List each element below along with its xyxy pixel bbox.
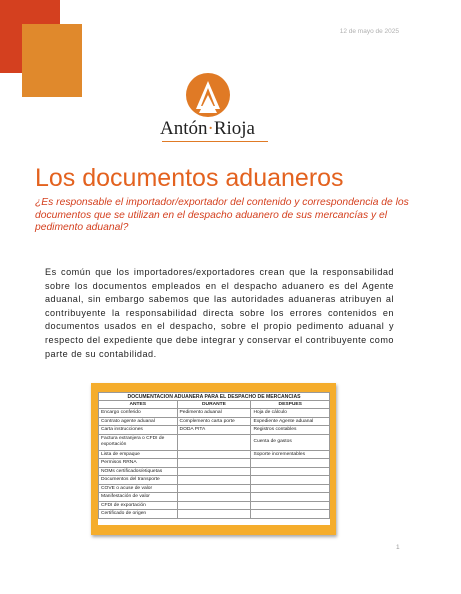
table-cell [177, 484, 251, 493]
table-cell: Factura extranjera o CFDI de exportación [99, 434, 178, 450]
table-row [99, 484, 330, 493]
table-cell: Pedimento aduanal [177, 409, 251, 418]
table-row [99, 510, 330, 519]
table-cell: Carta instrucciones [99, 426, 178, 435]
logo-name-second: Rioja [213, 118, 255, 139]
table-cell [251, 510, 330, 519]
table-image-frame [91, 383, 336, 535]
logo-separator-dot: · [207, 118, 214, 139]
table-cell: Permisos RRNA [99, 459, 178, 468]
page-number: 1 [396, 544, 400, 551]
document-date: 12 de mayo de 2025 [339, 28, 399, 35]
company-logo [158, 73, 278, 153]
table-cell: Lista de empaque [99, 450, 178, 459]
table-cell: Soporte incrementables [251, 450, 330, 459]
table-cell: Expediente Agente aduanal [251, 417, 330, 426]
table-row [99, 426, 330, 435]
table-cell [177, 467, 251, 476]
table-row [99, 409, 330, 418]
table-cell [251, 493, 330, 502]
table-cell: Registros contables [251, 426, 330, 435]
table-cell: DODA PITA [177, 426, 251, 435]
logo-name-first: Antón [160, 118, 208, 139]
table-cell [177, 501, 251, 510]
logo-underline [162, 141, 268, 142]
table-cell [251, 459, 330, 468]
table-cell: NOMs certificados/etiquetas [99, 467, 178, 476]
table-row [99, 417, 330, 426]
table-cell [251, 484, 330, 493]
customs-documents-table [98, 392, 330, 519]
table-cell: COVE o acuse de valor [99, 484, 178, 493]
page-title: Los documentos aduaneros [35, 164, 344, 192]
table-row [99, 493, 330, 502]
table-row [99, 467, 330, 476]
table-header-durante: DURANTE [177, 401, 251, 409]
page-subtitle: ¿Es responsable el importador/exportador del contenido y correspondencia de los documentos que se utilizan en el despacho aduanero de sus mercancías y el pedimento aduanal? [35, 197, 409, 234]
table-cell: Contrato agente aduanal [99, 417, 178, 426]
table-cell [177, 510, 251, 519]
table-cell [177, 459, 251, 468]
table-cell [251, 501, 330, 510]
table-row [99, 459, 330, 468]
table-body [99, 409, 330, 519]
table-cell [251, 467, 330, 476]
table-cell [177, 493, 251, 502]
table-container [98, 392, 330, 525]
table-cell: Certificado de origen [99, 510, 178, 519]
table-cell: CFDI de exportación [99, 501, 178, 510]
table-cell: Cuenta de gastos [251, 434, 330, 450]
table-cell: Hoja de cálculo [251, 409, 330, 418]
table-header-despues: DESPUES [251, 401, 330, 409]
table-cell [177, 476, 251, 485]
table-cell: Manifestación de valor [99, 493, 178, 502]
table-row [99, 501, 330, 510]
table-row [99, 450, 330, 459]
table-cell: Documentos del transporte [99, 476, 178, 485]
table-cell: Complemento carta porte [177, 417, 251, 426]
table-header-antes: ANTES [99, 401, 178, 409]
table-title: DOCUMENTACION ADUANERA PARA EL DESPACHO DE MERCANCIAS [99, 393, 330, 401]
logo-mark-icon [186, 73, 230, 117]
table-row [99, 476, 330, 485]
table-cell [251, 476, 330, 485]
table-row [99, 434, 330, 450]
table-cell [177, 450, 251, 459]
table-cell: Encargo conferido [99, 409, 178, 418]
body-paragraph: Es común que los importadores/exportadores crean que la responsabilidad sobre los documentos empleados en el despacho aduanero es del Agente aduanal, sin embargo sabemos que las autoridades aduaneras atribuyen al contribuyente la responsabilidad directa sobre los errores contenidos en documentos usados en el despacho, sobre el propio pedimento aduanal y respecto del expediente que debe integrar y conservar el contribuyente como parte de su contabilidad. [45, 267, 394, 359]
table-cell [177, 434, 251, 450]
logo-wordmark [160, 118, 255, 140]
decorative-orange-square [22, 24, 82, 97]
